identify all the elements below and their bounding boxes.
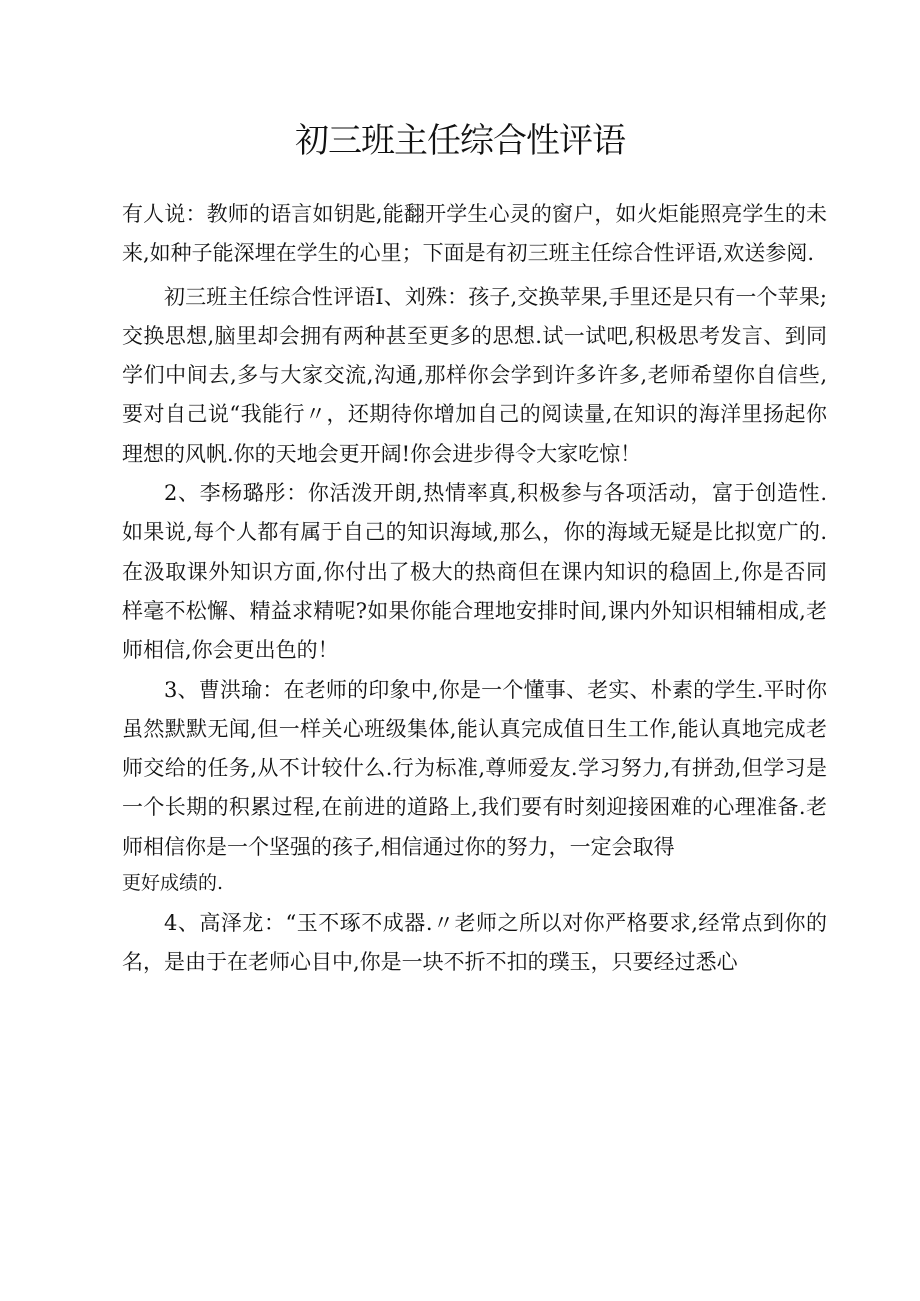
comment-paragraph-2: 2、李杨璐彤：你活泼开朗,热情率真,积极参与各项活动，富于创造性.如果说,每个人都有属于自己的知识海域,那么，你的海域无疑是比拟宽广的.在汲取课外知识方面,你付出了极大的热商但在课内知识的稳固上,你是否同样毫不松懈、精益求精呢?如果你能合理地安排时间,课内外知识相辅相成,老师相信,你会更出色的！ (122, 481, 827, 663)
comment-paragraph-3-continued: 更好成绩的. (122, 872, 224, 895)
comment-paragraph-1: 初三班主任综合性评语I、刘殊：孩子,交换苹果,手里还是只有一个苹果;交换思想,脑里却会拥有两种甚至更多的思想.试一试吧,积极思考发言、到同学们中间去,多与大家交流,沟通,那样你会学到许多许多,老师希望你自信些,要对自己说“我能行〃，还期待你增加自己的阅读量,在知识的海洋里扬起你理想的风帆.你的天地会更开阔!你会进步得令大家吃惊！ (122, 284, 827, 466)
document-body (122, 195, 827, 983)
comment-paragraph-4: 4、高泽龙：“玉不琢不成器.〃老师之所以对你严格要求,经常点到你的名，是由于在老师心目中,你是一块不折不扣的璞玉，只要经过悉心 (122, 911, 827, 975)
document-title: 初三班主任综合性评语 (295, 121, 625, 161)
intro-paragraph: 有人说：教师的语言如钥匙,能翻开学生心灵的窗户，如火炬能照亮学生的未来,如种子能深埋在学生的心里；下面是有初三班主任综合性评语,欢送参阅. (122, 202, 827, 266)
comment-paragraph-3: 3、曹洪瑜：在老师的印象中,你是一个懂事、老实、朴素的学生.平时你虽然默默无闻,但一样关心班级集体,能认真完成值日生工作,能认真地完成老师交给的任务,从不计较什么.行为标准,尊师爱友.学习努力,有拼劲,但学习是一个长期的积累过程,在前进的道路上,我们要有时刻迎接困难的心理准备.老师相信你是一个坚强的孩子,相信通过你的努力，一定会取得 (122, 677, 827, 859)
